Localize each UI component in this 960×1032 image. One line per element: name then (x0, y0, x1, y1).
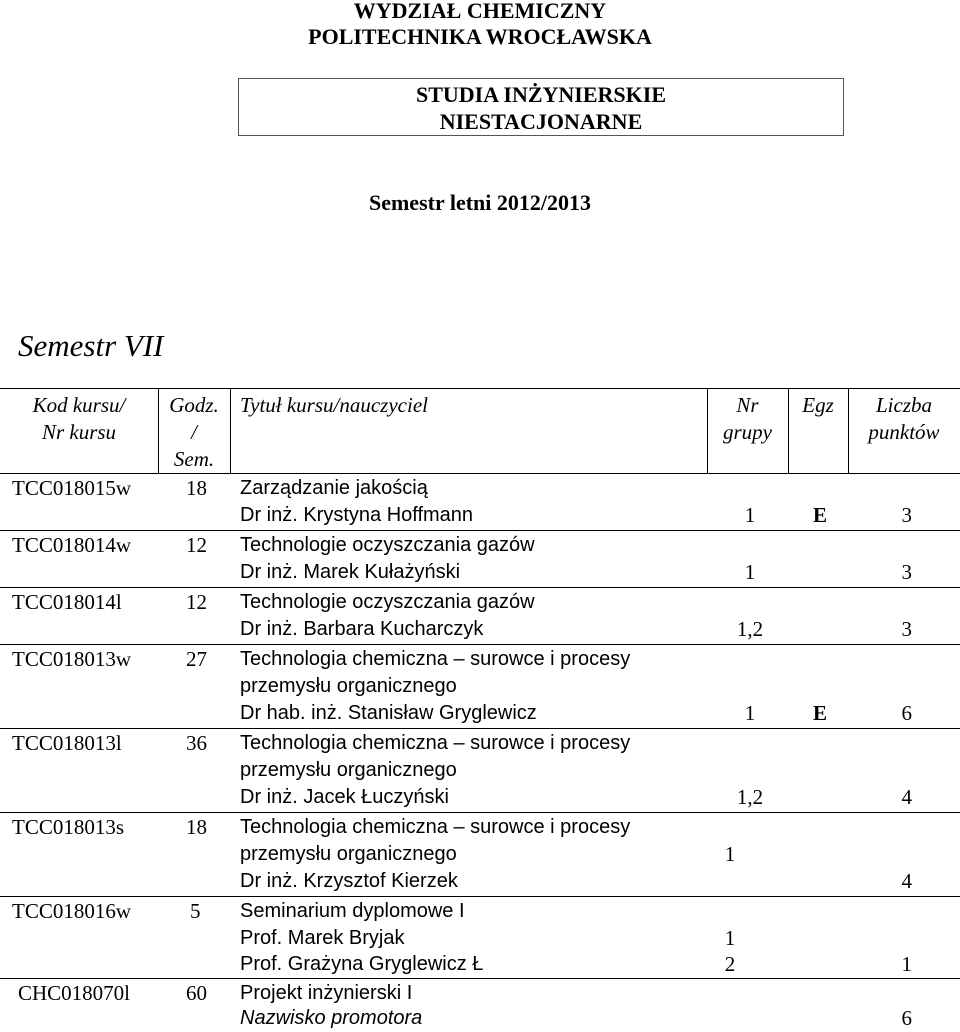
course-teacher: Dr inż. Krystyna Hoffmann (240, 504, 474, 526)
course-title-line2: przemysłu organicznego (240, 675, 457, 697)
course-group: 1 (744, 503, 756, 527)
course-group: 1 (744, 560, 756, 584)
course-group: 1,2 (736, 617, 764, 641)
course-title: Technologie oczyszczania gazów (240, 534, 535, 556)
course-teacher: Dr inż. Marek Kułażyński (240, 561, 461, 583)
course-teacher: Dr hab. inż. Stanisław Gryglewicz (240, 702, 537, 724)
course-hours: 36 (186, 731, 207, 755)
course-hours: 12 (186, 590, 207, 614)
course-title: Seminarium dyplomowe I (240, 900, 465, 922)
course-points: 1 (901, 952, 912, 976)
course-hours: 60 (186, 981, 207, 1005)
course-points: 4 (901, 869, 912, 893)
course-points: 6 (901, 1006, 912, 1030)
course-points: 3 (901, 503, 912, 527)
course-teacher: Nazwisko promotora (240, 1007, 423, 1029)
course-title: Technologie oczyszczania gazów (240, 591, 535, 613)
header-bottom-border (0, 473, 960, 474)
header-hours: Godz. / Sem. (169, 393, 219, 471)
course-hours: 18 (186, 476, 207, 500)
row-divider (0, 728, 960, 729)
row-divider (0, 530, 960, 531)
col-divider (230, 388, 231, 473)
header-exam: Egz (802, 393, 834, 417)
course-title: Technologia chemiczna – surowce i procesy (240, 648, 631, 670)
course-title-line2: przemysłu organicznego (240, 759, 457, 781)
course-points: 3 (901, 617, 912, 641)
course-group: 1 (724, 926, 736, 950)
course-code: TCC018013l (12, 731, 122, 755)
course-teacher: Dr inż. Krzysztof Kierzek (240, 870, 458, 892)
course-title: Technologia chemiczna – surowce i procesy (240, 816, 631, 838)
course-teacher-2: Prof. Grażyna Gryglewicz Ł (240, 953, 484, 975)
course-points: 6 (901, 701, 912, 725)
study-type-box (238, 78, 844, 136)
semester-year: Semestr letni 2012/2013 (368, 190, 591, 215)
header-title: Tytuł kursu/nauczyciel (240, 393, 428, 417)
course-code: TCC018013w (12, 647, 132, 671)
course-code: TCC018015w (12, 476, 132, 500)
header-group: Nr grupy (723, 393, 772, 444)
semester-title: Semestr VII (18, 328, 164, 363)
course-group-2: 2 (724, 952, 736, 976)
course-group: 1 (724, 842, 736, 866)
header-code: Kod kursu/ Nr kursu (32, 393, 126, 444)
course-teacher: Dr inż. Jacek Łuczyński (240, 786, 449, 808)
course-title: Projekt inżynierski I (240, 982, 413, 1004)
row-divider (0, 896, 960, 897)
course-code: TCC018013s (12, 815, 125, 839)
course-code: TCC018014l (12, 590, 122, 614)
university-name: POLITECHNIKA WROCŁAWSKA (308, 24, 652, 49)
course-teacher: Dr inż. Barbara Kucharczyk (240, 618, 484, 640)
row-divider (0, 644, 960, 645)
course-teacher: Prof. Marek Bryjak (240, 927, 405, 949)
faculty-name: WYDZIAŁ CHEMICZNY (353, 0, 607, 23)
course-title-line2: przemysłu organicznego (240, 843, 457, 865)
course-code: TCC018014w (12, 533, 132, 557)
course-title: Zarządzanie jakością (240, 477, 428, 499)
row-divider (0, 587, 960, 588)
header-points: Liczba punktów (868, 393, 940, 444)
course-table (0, 388, 960, 1032)
course-hours: 5 (190, 899, 201, 923)
row-divider (0, 812, 960, 813)
course-group: 1,2 (736, 785, 764, 809)
course-exam: E (812, 701, 827, 725)
course-hours: 18 (186, 815, 207, 839)
course-hours: 12 (186, 533, 207, 557)
course-code: TCC018016w (12, 899, 132, 923)
row-divider (0, 978, 960, 979)
course-points: 4 (901, 785, 912, 809)
study-type-line1: STUDIA INŻYNIERSKIE (415, 82, 667, 107)
course-group: 1 (744, 701, 756, 725)
table-top-border (0, 388, 960, 389)
course-hours: 27 (186, 647, 207, 671)
course-points: 3 (901, 560, 912, 584)
course-code: CHC018070l (18, 981, 131, 1005)
study-type-line2: NIESTACJONARNE (439, 109, 643, 134)
course-exam: E (812, 503, 827, 527)
course-title: Technologia chemiczna – surowce i procesy (240, 732, 631, 754)
